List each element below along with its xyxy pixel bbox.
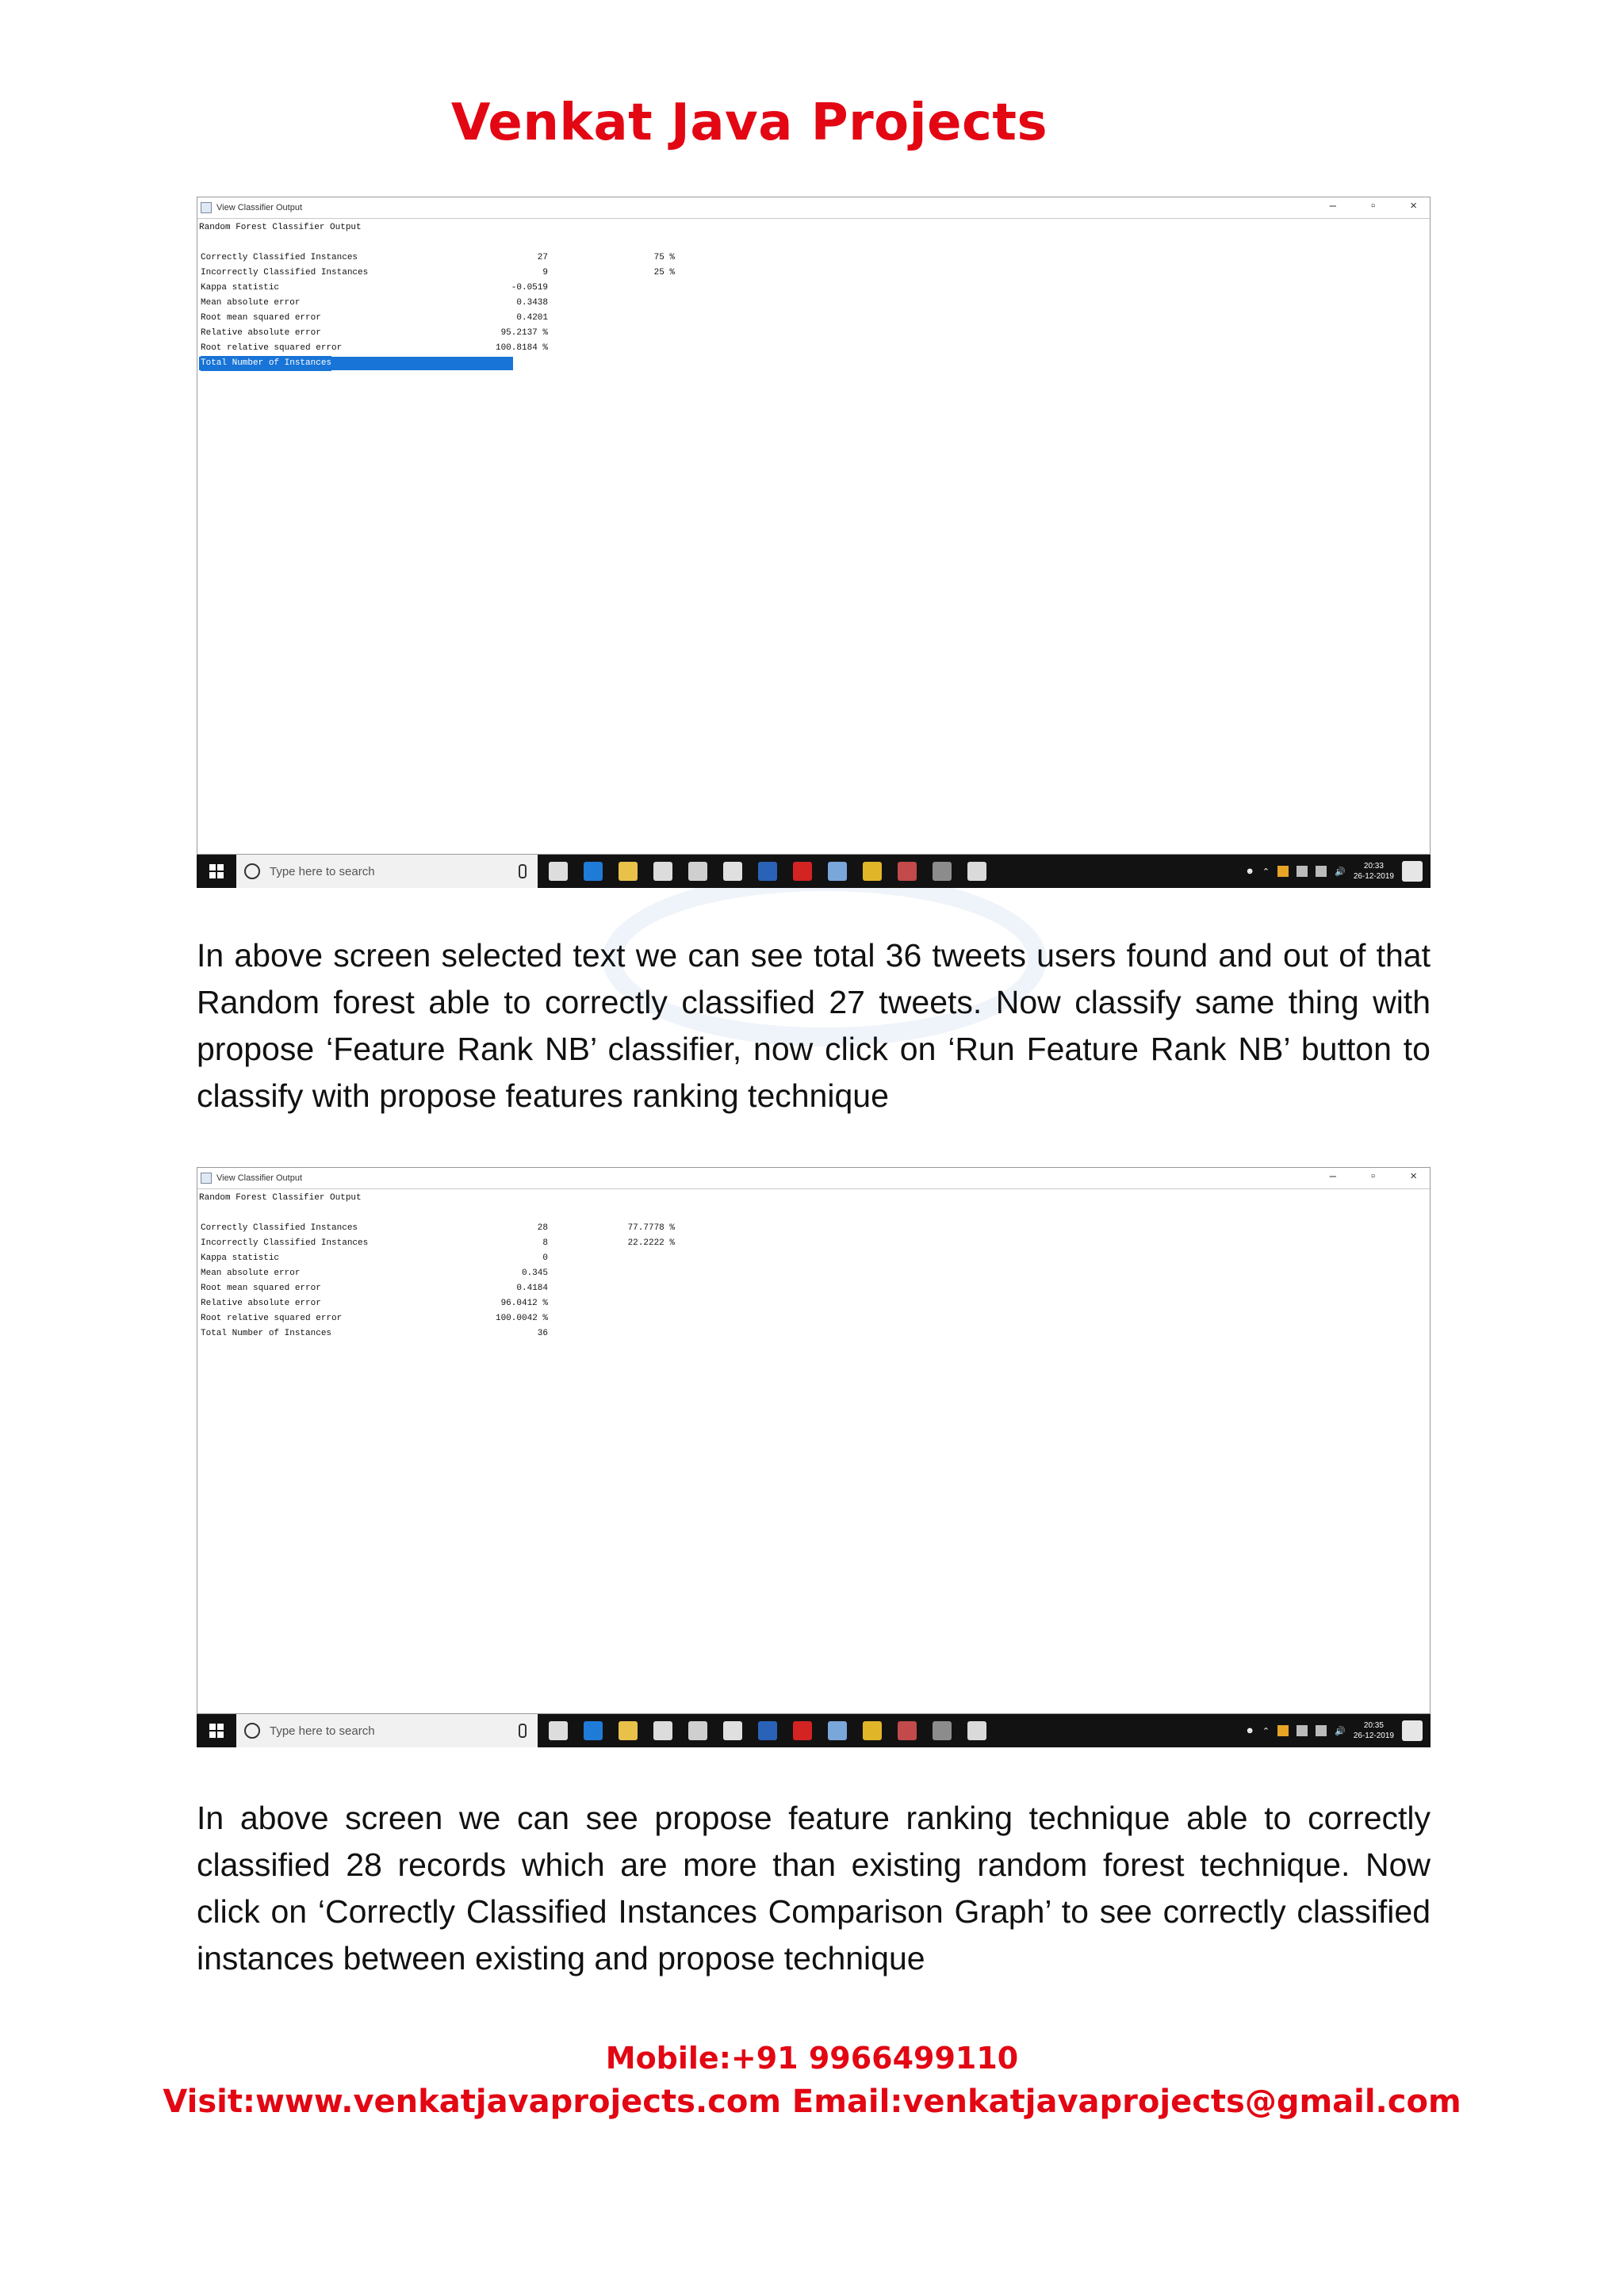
system-tray: [1245, 1720, 1431, 1741]
taskbar-clock[interactable]: 20:35 26-12-2019: [1353, 1721, 1394, 1740]
terminal-icon[interactable]: [933, 862, 952, 881]
window-titlebar[interactable]: [197, 197, 1430, 218]
output-row: Relative absolute error 96.0412 %: [201, 1299, 548, 1308]
battery-icon[interactable]: [1316, 866, 1327, 877]
output-row: Kappa statistic 0: [201, 1253, 548, 1263]
taskbar-clock[interactable]: 20:33 26-12-2019: [1353, 862, 1394, 881]
output-row: Incorrectly Classified Instances 9 25 %: [201, 268, 675, 277]
acrobat-icon[interactable]: [793, 862, 812, 881]
chrome-icon[interactable]: [863, 1721, 882, 1740]
tray-app-icon[interactable]: [1277, 1725, 1289, 1736]
file-explorer-icon[interactable]: [619, 1721, 638, 1740]
window-titlebar[interactable]: [197, 1168, 1430, 1188]
output-row: Incorrectly Classified Instances 8 22.2222 %: [201, 1238, 675, 1248]
tray-app-icon[interactable]: [1277, 866, 1289, 877]
download-icon[interactable]: [828, 862, 847, 881]
output-row: Correctly Classified Instances 27 75 %: [201, 253, 675, 262]
taskbar: [197, 1714, 1431, 1747]
system-tray: [1245, 861, 1431, 882]
output-row: Root mean squared error 0.4184: [201, 1284, 548, 1293]
word-icon[interactable]: [758, 862, 777, 881]
output-row: Root mean squared error 0.4201: [201, 313, 548, 323]
mail-icon[interactable]: [688, 1721, 707, 1740]
search-icon: [244, 863, 260, 879]
volume-icon[interactable]: 🔊: [1335, 1726, 1346, 1736]
minimize-button[interactable]: –: [1329, 199, 1336, 212]
window-title: View Classifier Output: [216, 203, 303, 212]
store-icon[interactable]: [653, 862, 672, 881]
output-row: Root relative squared error 100.8184 %: [201, 343, 548, 353]
maximize-button[interactable]: ▫: [1370, 199, 1376, 212]
acrobat-icon[interactable]: [793, 1721, 812, 1740]
download-icon[interactable]: [828, 1721, 847, 1740]
close-button[interactable]: ×: [1410, 199, 1417, 212]
screenshot-feature-rank-nb: [197, 1167, 1431, 1747]
app-icon: [201, 1173, 212, 1184]
screenshot-random-forest: [197, 197, 1431, 888]
chrome-icon[interactable]: [863, 862, 882, 881]
paint-icon[interactable]: [898, 1721, 917, 1740]
task-view-icon[interactable]: [549, 1721, 568, 1740]
store-icon[interactable]: [653, 1721, 672, 1740]
people-icon[interactable]: ☻: [1245, 1726, 1254, 1735]
classifier-output-window: [197, 197, 1431, 855]
terminal-icon[interactable]: [933, 1721, 952, 1740]
window-title: View Classifier Output: [216, 1173, 303, 1183]
network-icon[interactable]: [1297, 866, 1308, 877]
taskbar-search-box[interactable]: [236, 1714, 538, 1747]
search-icon: [244, 1723, 260, 1739]
edge-icon[interactable]: [584, 862, 603, 881]
footer-contact[interactable]: Visit:www.venkatjavaprojects.com Email:venkatjavaprojects@gmail.com: [163, 2084, 1461, 2120]
paint-icon[interactable]: [898, 862, 917, 881]
start-button[interactable]: [197, 1714, 236, 1747]
paragraph-2: In above screen we can see propose feature ranking technique able to correctly classified 28 records which are more than existing random forest technique. Now click on ‘Correctly Classified Instances Comparison Graph’ to see correctly classified instances between existing and propose technique: [197, 1800, 1431, 1976]
chevron-up-icon[interactable]: ⌃: [1262, 867, 1270, 877]
chevron-up-icon[interactable]: ⌃: [1262, 1726, 1270, 1736]
edge-icon[interactable]: [584, 1721, 603, 1740]
taskbar-apps: [549, 862, 986, 881]
app-icon: [201, 202, 212, 213]
file-explorer-icon[interactable]: [619, 862, 638, 881]
output-heading: Random Forest Classifier Output: [199, 1193, 362, 1203]
word-icon[interactable]: [758, 1721, 777, 1740]
output-row: Correctly Classified Instances 28 77.7778 %: [201, 1223, 675, 1233]
people-icon[interactable]: ☻: [1245, 867, 1254, 876]
notification-icon[interactable]: [1402, 1720, 1423, 1741]
output-row: Total Number of Instances 36: [201, 1329, 548, 1338]
windows-logo-icon: [209, 1724, 224, 1738]
footer-mobile: Mobile:+91 9966499110: [605, 2041, 1019, 2076]
notification-icon[interactable]: [1402, 861, 1423, 882]
battery-icon[interactable]: [1316, 1725, 1327, 1736]
output-text-area[interactable]: [197, 1188, 1430, 1713]
media-icon[interactable]: [723, 862, 742, 881]
mail-icon[interactable]: [688, 862, 707, 881]
output-text-area[interactable]: [197, 218, 1430, 854]
output-row: Relative absolute error 95.2137 %: [201, 328, 548, 338]
classifier-output-window: [197, 1167, 1431, 1714]
taskbar-search-box[interactable]: [236, 855, 538, 888]
task-view-icon[interactable]: [549, 862, 568, 881]
paragraph-1: In above screen selected text we can see total 36 tweets users found and out of that Random forest able to correctly classified 27 tweets. Now classify same thing with propose ‘Feature Rank NB’ classifier, now click on ‘Run Feature Rank NB’ button to classify with propose features ranking technique: [197, 937, 1431, 1114]
output-row: Root relative squared error 100.0042 %: [201, 1314, 548, 1323]
maximize-button[interactable]: ▫: [1370, 1169, 1376, 1183]
volume-icon[interactable]: 🔊: [1335, 867, 1346, 877]
minimize-button[interactable]: –: [1329, 1169, 1336, 1183]
search-placeholder: Type here to search: [270, 864, 375, 878]
close-button[interactable]: ×: [1410, 1169, 1417, 1183]
taskbar: [197, 855, 1431, 888]
java-app-icon[interactable]: [967, 862, 986, 881]
output-row-selected[interactable]: Total Number of Instances 36: [199, 356, 1430, 371]
output-row: Mean absolute error 0.3438: [201, 298, 548, 308]
taskbar-apps: [549, 1721, 986, 1740]
output-row: Kappa statistic -0.0519: [201, 283, 548, 293]
output-row: Mean absolute error 0.345: [201, 1269, 548, 1278]
output-heading: Random Forest Classifier Output: [199, 223, 362, 232]
microphone-icon[interactable]: [519, 864, 527, 878]
search-placeholder: Type here to search: [270, 1724, 375, 1738]
page-title: Venkat Java Projects: [450, 94, 1048, 152]
windows-logo-icon: [209, 864, 224, 878]
microphone-icon[interactable]: [519, 1724, 527, 1738]
start-button[interactable]: [197, 855, 236, 888]
network-icon[interactable]: [1297, 1725, 1308, 1736]
java-app-icon[interactable]: [967, 1721, 986, 1740]
media-icon[interactable]: [723, 1721, 742, 1740]
